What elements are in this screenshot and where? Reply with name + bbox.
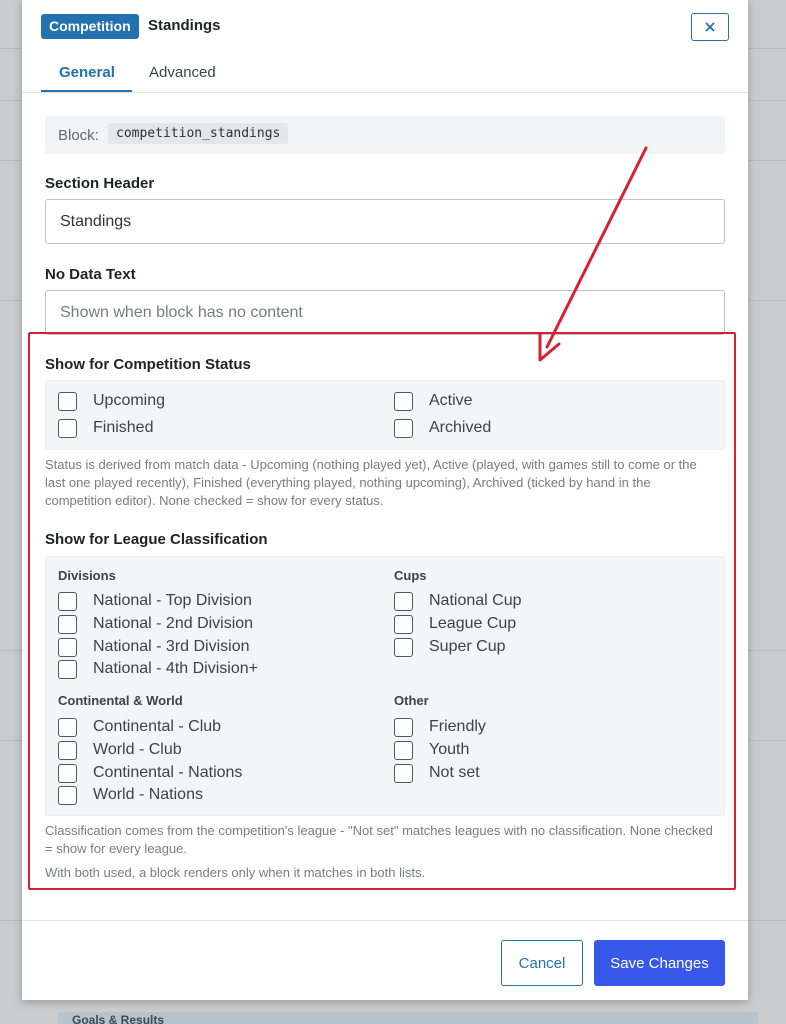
checkbox-label: Not set [429, 764, 480, 781]
block-code: competition_standings [108, 123, 288, 144]
classification-checkbox[interactable] [58, 614, 253, 634]
block-settings-modal [22, 0, 748, 1000]
status-checkbox-upcoming[interactable] [58, 391, 165, 411]
checkbox[interactable] [394, 638, 413, 657]
classification-checkbox[interactable] [394, 717, 486, 737]
status-help-text: Status is derived from match data - Upcoming (nothing played yet), Active (played, with games still to come or the last one played recently), Finished (everything played, nothing upcoming), Archived (ticked by hand in the competition editor). None checked = show for every status. [45, 457, 697, 508]
checkbox[interactable] [58, 786, 77, 805]
modal-header [22, 0, 748, 54]
classification-checkbox[interactable] [394, 740, 469, 760]
no-data-text-input[interactable] [45, 290, 725, 335]
classification-checkbox[interactable] [58, 717, 221, 737]
checkbox[interactable] [58, 718, 77, 737]
active-tab-indicator [41, 90, 132, 92]
section-header-input[interactable] [45, 199, 725, 244]
checkbox[interactable] [58, 419, 77, 438]
save-changes-button[interactable]: Save Changes [594, 940, 725, 986]
checkbox-label: National - 4th Division+ [93, 660, 258, 677]
modal-title: Standings [148, 17, 221, 34]
checkbox-label: Friendly [429, 718, 486, 735]
cancel-button[interactable]: Cancel [501, 940, 583, 986]
checkbox-label: Continental - Club [93, 718, 222, 735]
checkbox[interactable] [58, 741, 77, 760]
checkbox-label: World - Club [93, 741, 182, 758]
league-classification-panel [45, 556, 725, 816]
checkbox[interactable] [58, 660, 77, 679]
no-data-text-label: No Data Text [45, 266, 136, 283]
close-button[interactable] [691, 13, 729, 41]
classification-checkbox[interactable] [394, 614, 516, 634]
classification-checkbox[interactable] [58, 591, 252, 611]
checkbox[interactable] [58, 392, 77, 411]
checkbox[interactable] [58, 638, 77, 657]
checkbox-label: Archived [429, 419, 492, 436]
tab-advanced[interactable]: Advanced [149, 64, 216, 81]
checkbox[interactable] [58, 592, 77, 611]
status-checkbox-archived[interactable] [394, 418, 491, 438]
tab-general[interactable]: General [59, 64, 115, 81]
close-icon [705, 22, 715, 32]
checkbox-label: Upcoming [93, 392, 166, 409]
classification-checkbox[interactable] [394, 591, 522, 611]
checkbox-label: League Cup [429, 615, 517, 632]
checkbox[interactable] [394, 592, 413, 611]
group-title-other: Other [394, 693, 429, 708]
status-checkbox-active[interactable] [394, 391, 473, 411]
classification-checkbox[interactable] [394, 637, 506, 657]
block-label: Block: [58, 127, 99, 144]
classification-checkbox[interactable] [58, 659, 258, 679]
checkbox-label: National - 2nd Division [93, 615, 254, 632]
checkbox-label: National - 3rd Division [93, 638, 250, 655]
league-classification-title: Show for League Classification [45, 531, 268, 548]
group-title-divisions: Divisions [58, 568, 116, 583]
competition-status-title: Show for Competition Status [45, 356, 251, 373]
checkbox[interactable] [394, 419, 413, 438]
checkbox-label: Finished [93, 419, 154, 436]
checkbox-label: National - Top Division [93, 592, 252, 609]
checkbox-label: Active [429, 392, 473, 409]
classification-checkbox[interactable] [58, 740, 182, 760]
checkbox[interactable] [394, 741, 413, 760]
modal-footer [22, 920, 748, 1000]
checkbox-label: Youth [429, 741, 470, 758]
classification-checkbox[interactable] [58, 637, 250, 657]
tab-bar [22, 54, 748, 93]
classification-help-text: Classification comes from the competition's league - "Not set" matches leagues with no classification. None checked = show for every league. [45, 823, 713, 856]
checkbox-label: World - Nations [93, 786, 203, 803]
checkbox[interactable] [394, 615, 413, 634]
classification-checkbox[interactable] [58, 785, 203, 805]
group-title-cups: Cups [394, 568, 427, 583]
competition-status-panel [45, 380, 725, 450]
classification-checkbox[interactable] [58, 763, 242, 783]
checkbox[interactable] [58, 615, 77, 634]
combined-help-text: With both used, a block renders only when it matches in both lists. [45, 865, 426, 880]
competition-badge: Competition [41, 14, 139, 39]
classification-checkbox[interactable] [394, 763, 480, 783]
checkbox[interactable] [394, 718, 413, 737]
block-info [45, 116, 725, 154]
group-title-continental-world: Continental & World [58, 693, 183, 708]
checkbox-label: Continental - Nations [93, 764, 243, 781]
checkbox[interactable] [394, 764, 413, 783]
status-checkbox-finished[interactable] [58, 418, 153, 438]
checkbox-label: Super Cup [429, 638, 506, 655]
background-section-label: Goals & Results [72, 1013, 165, 1024]
section-header-label: Section Header [45, 175, 155, 192]
checkbox-label: National Cup [429, 592, 522, 609]
checkbox[interactable] [58, 764, 77, 783]
checkbox[interactable] [394, 392, 413, 411]
